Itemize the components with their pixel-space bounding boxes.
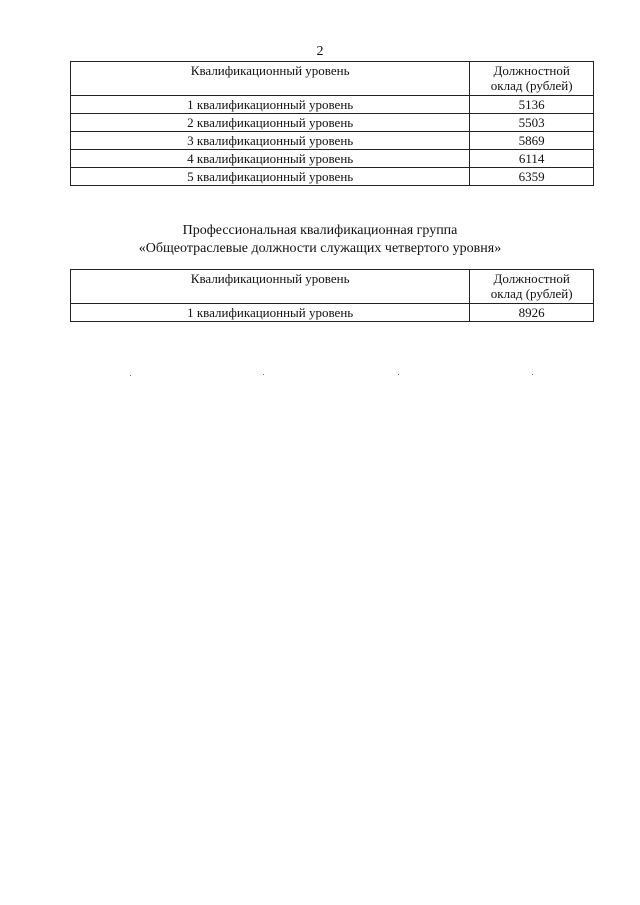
table-header-row (71, 270, 594, 304)
row-level: 1 квалификационный уровень (71, 304, 470, 322)
row-level: 2 квалификационный уровень (71, 114, 470, 132)
scan-artifact-dots (0, 374, 640, 378)
group-title-line2: «Общеотраслевые должности служащих четвертого уровня» (138, 241, 502, 256)
row-salary: 8926 (470, 304, 594, 322)
row-level: 3 квалификационный уровень (71, 132, 470, 150)
header-salary (470, 270, 594, 304)
table-row (71, 304, 594, 322)
scan-dot (532, 374, 533, 375)
scan-dot (263, 374, 264, 375)
row-salary: 6114 (470, 150, 594, 168)
row-salary: 5136 (470, 96, 594, 114)
group-title (0, 222, 640, 258)
table-row (71, 168, 594, 186)
header-salary (470, 62, 594, 96)
header-qualification-level: Квалификационный уровень (71, 270, 470, 304)
table-row (71, 114, 594, 132)
header-salary-line1: Должностной (493, 63, 570, 78)
table-row (71, 150, 594, 168)
header-salary-line2: оклад (рублей) (490, 286, 573, 301)
row-level: 1 квалификационный уровень (71, 96, 470, 114)
row-salary: 5869 (470, 132, 594, 150)
page-number: 2 (316, 44, 324, 59)
scan-dot (398, 374, 399, 375)
row-salary: 6359 (470, 168, 594, 186)
salary-table-third-level (70, 61, 594, 186)
header-qualification-level: Квалификационный уровень (71, 62, 470, 96)
table-row (71, 96, 594, 114)
group-title-line1: Профессиональная квалификационная группа (182, 223, 458, 238)
header-salary-line1: Должностной (493, 271, 570, 286)
table-row (71, 132, 594, 150)
scan-dot (130, 375, 131, 376)
salary-table-fourth-level (70, 269, 594, 322)
row-salary: 5503 (470, 114, 594, 132)
row-level: 5 квалификационный уровень (71, 168, 470, 186)
table-header-row (71, 62, 594, 96)
row-level: 4 квалификационный уровень (71, 150, 470, 168)
header-salary-line2: оклад (рублей) (490, 78, 573, 93)
